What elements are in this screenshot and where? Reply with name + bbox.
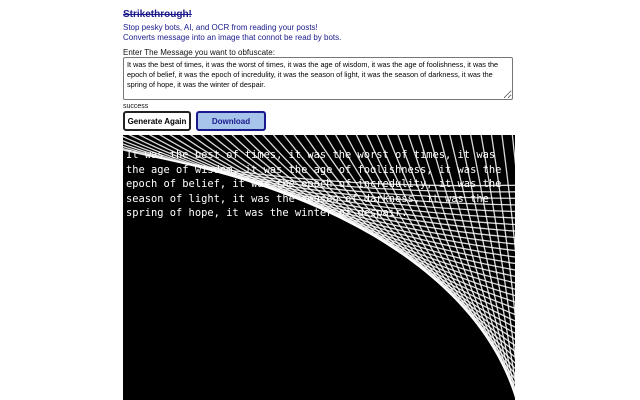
message-label: Enter The Message you want to obfuscate: — [123, 48, 275, 57]
tagline-description: Converts message into an image that connot be read by bots. — [123, 33, 342, 42]
generate-again-button[interactable]: Generate Again — [123, 111, 191, 131]
obfuscated-image — [123, 135, 515, 400]
app-title: Strikethrough! — [123, 9, 192, 20]
obfuscated-text: It was the best of times, it was the worst of times, it was the age of wisdom, it was the age of foolishness, it was the epoch of belief, it was the epoch of incredulity, it was the season of light, it was the season of darkness, it was the spring of hope, it was the winter of despair. — [126, 149, 502, 219]
download-button[interactable]: Download — [196, 111, 266, 131]
message-input[interactable] — [123, 57, 513, 100]
status-text: success — [123, 103, 149, 110]
tagline-bots: Stop pesky bots, AI, and OCR from reading your posts! — [123, 23, 318, 32]
